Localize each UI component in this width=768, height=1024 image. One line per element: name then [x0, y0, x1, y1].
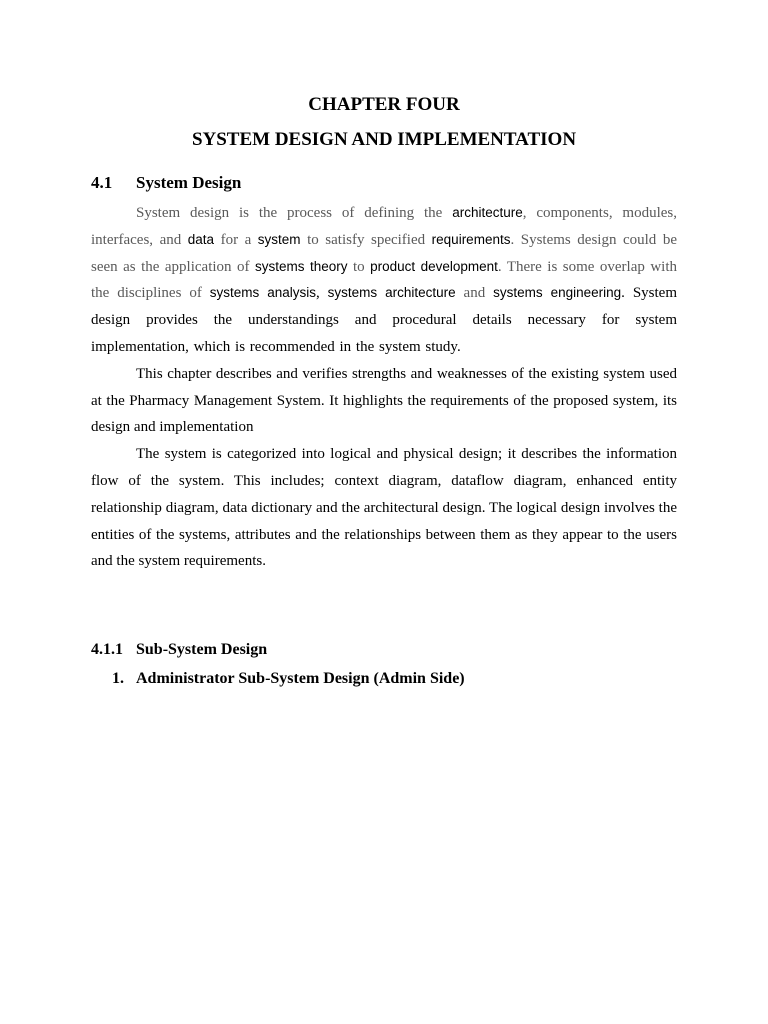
link-architecture[interactable]: architecture	[452, 205, 523, 220]
chapter-title: CHAPTER FOUR	[308, 94, 460, 115]
paragraph-text: System design is the process of defining the	[136, 205, 453, 221]
paragraph-system-design-definition	[91, 200, 677, 361]
body-text	[91, 200, 677, 575]
subsection-heading	[91, 640, 267, 660]
list-item-text: Administrator Sub-System Design (Admin Side)	[136, 670, 465, 687]
paragraph-text: and	[455, 285, 494, 302]
paragraph-text: ,	[315, 285, 328, 302]
subsection-number: 4.1.1	[91, 641, 123, 658]
link-systems-engineering[interactable]: systems engineering	[493, 285, 622, 301]
subsection-title: Sub-System Design	[136, 641, 268, 658]
section-number: 4.1	[91, 173, 113, 192]
paragraph-text: . Systems design could be seen as the application of	[91, 231, 677, 275]
link-requirements[interactable]: requirements	[431, 231, 511, 247]
section-heading	[91, 173, 241, 193]
paragraph-text: for a	[214, 231, 258, 248]
link-systems-analysis[interactable]: systems analysis	[209, 285, 316, 301]
link-product-development[interactable]: product development	[370, 258, 498, 274]
chapter-subtitle: SYSTEM DESIGN AND IMPLEMENTATION	[191, 129, 577, 150]
paragraph-text: to	[347, 258, 371, 275]
link-systems-architecture[interactable]: systems architecture	[327, 285, 456, 301]
paragraph-text: to satisfy specified	[300, 231, 432, 248]
paragraph-system-categorization: The system is categorized into logical and physical design; it describes the information flow of the system. This includes; context diagram, dataflow diagram, enhanced entity relationship diagram, data dictionary and the architectural design. The logical design involves the entities of the systems, attributes and the relationships between them as they appear to the users and the system requirements.	[91, 446, 677, 570]
section-title: System Design	[136, 173, 242, 192]
list-item	[112, 669, 465, 689]
link-data[interactable]: data	[187, 231, 215, 247]
paragraph-text: . There is some overlap with the disciplines of	[91, 258, 677, 302]
paragraph-chapter-description: This chapter describes and verifies strengths and weaknesses of the existing system used at the Pharmacy Management System. It highlights the requirements of the proposed system, its design and implementation	[91, 365, 677, 436]
link-systems-theory[interactable]: systems theory	[254, 258, 348, 274]
link-system[interactable]: system	[257, 231, 301, 247]
paragraph-text: , components, modules, interfaces, and	[91, 205, 677, 248]
paragraph-text: . System design provides the understandings and procedural details necessary for system implementation, which is recommended in the system study.	[91, 285, 677, 355]
list-item-number: 1.	[112, 670, 124, 687]
